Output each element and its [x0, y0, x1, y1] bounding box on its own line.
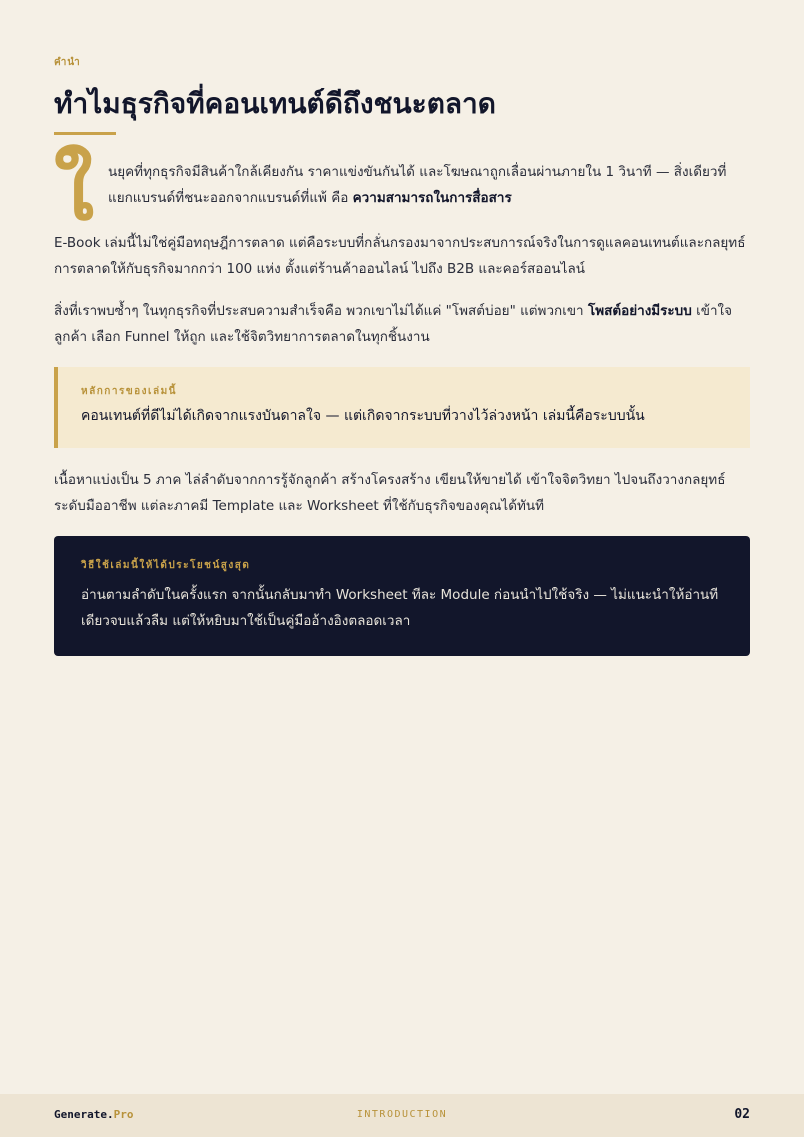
- findings-text-before: สิ่งที่เราพบซ้ำๆ ในทุกธุรกิจที่ประสบความสำเร็จคือ พวกเขาไม่ได้แค่ "โพสต์บ่อย" แต่พวกเขา: [54, 303, 588, 319]
- paragraph-about-ebook: E-Book เล่มนี้ไม่ใช่คู่มือทฤษฎีการตลาด แต่คือระบบที่กลั่นกรองมาจากประสบการณ์จริงในการดูแลคอนเทนต์และกลยุทธ์การตลาดให้กับธุรกิจมากกว่า 100 แห่ง ตั้งแต่ร้านค้าออนไลน์ ไปถึง B2B และคอร์สออนไลน์: [54, 235, 746, 277]
- brand-accent: Pro: [113, 1108, 134, 1121]
- drop-cap: ใ: [54, 143, 95, 239]
- tip-text: อ่านตามลำดับในครั้งแรก จากนั้นกลับมาทำ Worksheet ทีละ Module ก่อนนำไปใช้จริง — ไม่แนะนำให้อ่านทีเดียวจบแล้วลืม แต่ให้หยิบมาใช้เป็นคู่มืออ้างอิงตลอดเวลา: [81, 587, 719, 629]
- title-underline: [54, 132, 116, 135]
- section-eyebrow: คำนำ: [54, 57, 81, 68]
- intro-paragraph: [108, 159, 750, 211]
- intro-emphasis: ความสามารถในการสื่อสาร: [352, 190, 512, 206]
- page-number: 02: [734, 1107, 750, 1122]
- findings-emphasis: โพสต์อย่างมีระบบ: [587, 303, 692, 319]
- principle-callout: [54, 367, 750, 448]
- tip-label: วิธีใช้เล่มนี้ให้ได้ประโยชน์สูงสุด: [81, 560, 251, 571]
- findings-text-after: เข้าใจลูกค้า เลือก Funnel ให้ถูก และใช้จิตวิทยาการตลาดในทุกชิ้นงาน: [54, 303, 733, 345]
- footer-section-name: INTRODUCTION: [356, 1109, 448, 1120]
- paragraph-findings: [54, 298, 750, 350]
- brand-name: Generate.: [54, 1108, 114, 1121]
- callout-label: หลักการของเล่มนี้: [81, 386, 178, 397]
- page-title: ทำไมธุรกิจที่คอนเทนต์ดีถึงชนะตลาด: [54, 87, 496, 120]
- callout-text: คอนเทนต์ที่ดีไม่ได้เกิดจากแรงบันดาลใจ — แต่เกิดจากระบบที่วางไว้ล่วงหน้า เล่มนี้คือระบบนั้น: [81, 408, 645, 424]
- intro-text: นยุคที่ทุกธุรกิจมีสินค้าใกล้เคียงกัน ราคาแข่งขันกันได้ และโฆษณาถูกเลื่อนผ่านภายใน 1 วินาที — สิ่งเดียวที่แยกแบรนด์ที่ชนะออกจากแบรนด์ที่แพ้ คือ: [108, 164, 727, 206]
- page-footer: [0, 1094, 804, 1137]
- usage-tip-box: [54, 536, 750, 656]
- paragraph-structure: เนื้อหาแบ่งเป็น 5 ภาค ไล่ลำดับจากการรู้จักลูกค้า สร้างโครงสร้าง เขียนให้ขายได้ เข้าใจจิตวิทยา ไปจนถึงวางกลยุทธ์ระดับมืออาชีพ แต่ละภาคมี Template และ Worksheet ที่ใช้กับธุรกิจของคุณได้ทันที: [54, 472, 726, 514]
